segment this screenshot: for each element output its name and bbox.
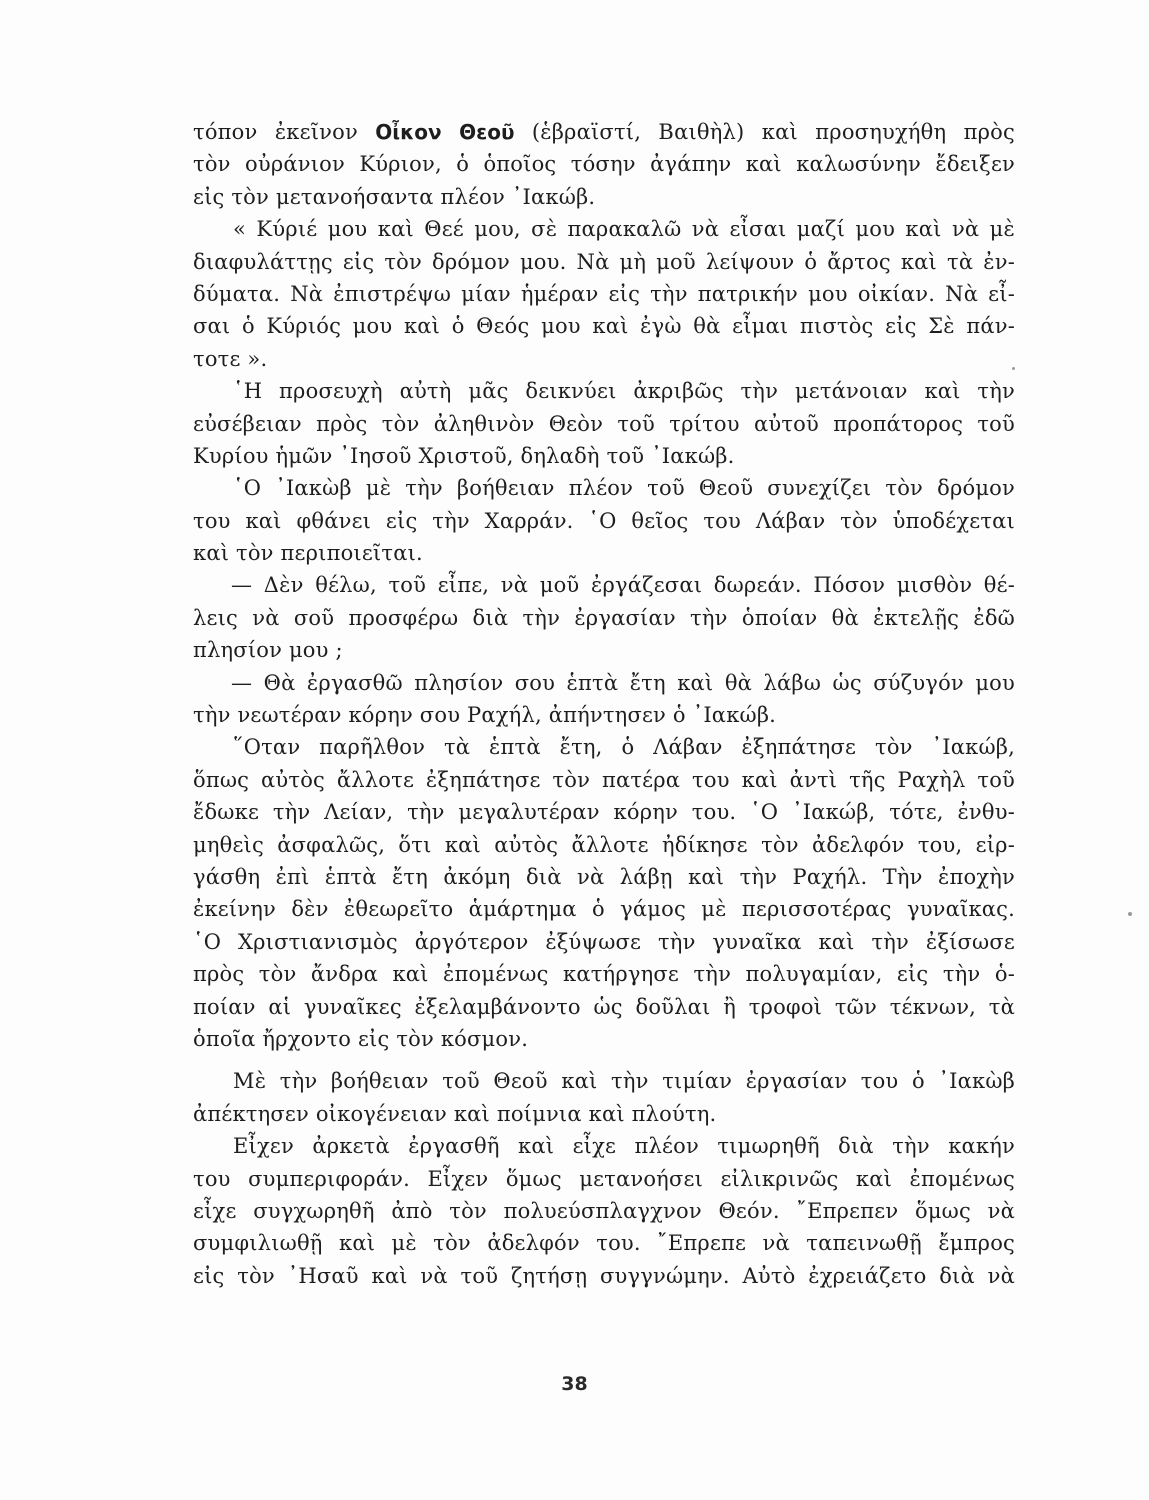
text-run: (ἑβραϊστί, Βαιθὴλ) καὶ προσηυχήθη πρὸς bbox=[514, 120, 1015, 144]
paragraph-gap bbox=[193, 1055, 1015, 1065]
text-line: ποίαν αἱ γυναῖκες ἐξελαμβάνοντο ὡς δοῦλαι ἢ τροφοὶ τῶν τέκνων, τὰ bbox=[193, 994, 1015, 1019]
text-line: Εἶχεν ἀρκετὰ ἐργασθῆ καὶ εἶχε πλέον τιμωρηθῆ διὰ τὴν κακήν bbox=[233, 1134, 1015, 1159]
page-number: 38 bbox=[561, 1373, 588, 1395]
text-line bbox=[193, 116, 1015, 148]
text-line: εἰς τὸν μετανοήσαντα πλέον ᾿Ιακώβ. bbox=[193, 184, 596, 209]
paper-speck bbox=[1012, 367, 1015, 370]
paper-speck bbox=[1128, 912, 1132, 916]
text-line: του συμπεριφοράν. Εἶχεν ὅμως μετανοήσει εἰλικρινῶς καὶ ἐπομένως bbox=[193, 1166, 1015, 1191]
dialogue-line: — Θὰ ἐργασθῶ πλησίον σου ἑπτὰ ἔτη καὶ θὰ λάβω ὡς σύζυγόν μου bbox=[231, 670, 1015, 695]
text-line: εἰς τὸν ᾿Ησαῦ καὶ νὰ τοῦ ζητήσῃ συγγνώμην. Αὐτὸ ἐχρειάζετο διὰ νὰ bbox=[193, 1263, 1015, 1288]
text-line: ὅπως αὐτὸς ἄλλοτε ἐξηπάτησε τὸν πατέρα του καὶ ἀντὶ τῆς Ραχὴλ τοῦ bbox=[193, 767, 1015, 792]
body-text bbox=[193, 116, 1015, 1292]
text-line: ἀπέκτησεν οἰκογένειαν καὶ ποίμνια καὶ πλούτη. bbox=[193, 1101, 717, 1126]
text-line: πρὸς τὸν ἄνδρα καὶ ἐπομένως κατήργησε τὴν πολυγαμίαν, εἰς τὴν ὁ- bbox=[193, 962, 1015, 987]
text-run: τόπον ἐκεῖνον bbox=[193, 120, 376, 144]
text-line: καὶ τὸν περιποιεῖται. bbox=[193, 541, 423, 566]
dialogue-line: τὴν νεωτέραν κόρην σου Ραχήλ, ἀπήντησεν ὁ ᾿Ιακώβ. bbox=[193, 703, 777, 728]
text-line: εἶχε συγχωρηθῆ ἀπὸ τὸν πολυεύσπλαγχνον Θεόν. ῎Επρεπεν ὅμως νὰ bbox=[193, 1198, 1015, 1223]
prayer-line: « Κύριέ μου καὶ Θεέ μου, σὲ παρακαλῶ νὰ εἶσαι μαζί μου καὶ νὰ μὲ bbox=[233, 217, 1015, 242]
prayer-line: σαι ὁ Κύριός μου καὶ ὁ Θεός μου καὶ ἐγὼ θὰ εἶμαι πιστὸς εἰς Σὲ πάν- bbox=[193, 314, 1015, 339]
text-line: συμφιλιωθῇ καὶ μὲ τὸν ἀδελφόν του. ῎Επρεπε νὰ ταπεινωθῇ ἔμπρος bbox=[193, 1231, 1015, 1256]
text-line: εὐσέβειαν πρὸς τὸν ἀληθινὸν Θεὸν τοῦ τρίτου αὐτοῦ προπάτορος τοῦ bbox=[193, 411, 1015, 436]
prayer-line: διαφυλάττῃς εἰς τὸν δρόμον μου. Νὰ μὴ μοῦ λείψουν ὁ ἄρτος καὶ τὰ ἐν- bbox=[193, 249, 1015, 274]
text-line: Μὲ τὴν βοήθειαν τοῦ Θεοῦ καὶ τὴν τιμίαν ἐργασίαν του ὁ ᾿Ιακὼβ bbox=[233, 1069, 1015, 1094]
text-line: ῾Ο ᾿Ιακὼβ μὲ τὴν βοήθειαν πλέον τοῦ Θεοῦ συνεχίζει τὸν δρόμον bbox=[233, 476, 1015, 501]
prayer-line: δύματα. Νὰ ἐπιστρέψω μίαν ἡμέραν εἰς τὴν πατρικήν μου οἰκίαν. Νὰ εἶ- bbox=[193, 281, 1015, 306]
text-line: γάσθη ἐπὶ ἑπτὰ ἔτη ἀκόμη διὰ νὰ λάβῃ καὶ τὴν Ραχήλ. Τὴν ἐποχὴν bbox=[193, 864, 1015, 889]
text-line: ἔδωκε τὴν Λείαν, τὴν μεγαλυτέραν κόρην του. ῾Ο ᾿Ιακώβ, τότε, ἐνθυ- bbox=[193, 800, 1015, 825]
text-line: τὸν οὐράνιον Κύριον, ὁ ὁποῖος τόσην ἀγάπην καὶ καλωσύνην ἔδειξεν bbox=[193, 152, 1015, 177]
text-line: ἐκείνην δὲν ἐθεωρεῖτο ἁμάρτημα ὁ γάμος μὲ περισσοτέρας γυναῖκας. bbox=[193, 897, 1015, 922]
text-line: ῾Η προσευχὴ αὐτὴ μᾶς δεικνύει ἀκριβῶς τὴν μετάνοιαν καὶ τὴν bbox=[233, 379, 1015, 404]
bold-term: Οἶκον Θεοῦ bbox=[375, 120, 515, 144]
text-line: του καὶ φθάνει εἰς τὴν Χαρράν. ῾Ο θεῖος του Λάβαν τὸν ὑποδέχεται bbox=[193, 508, 1015, 533]
text-line: ὁποῖα ἤρχοντο εἰς τὸν κόσμον. bbox=[193, 1026, 529, 1051]
dialogue-line: — Δὲν θέλω, τοῦ εἶπε, νὰ μοῦ ἐργάζεσαι δωρεάν. Πόσον μισθὸν θέ- bbox=[231, 573, 1015, 598]
dialogue-line: πλησίον μου ; bbox=[193, 638, 343, 663]
text-line: ῞Οταν παρῆλθον τὰ ἑπτὰ ἔτη, ὁ Λάβαν ἐξηπάτησε τὸν ᾿Ιακώβ, bbox=[233, 735, 1015, 760]
text-line: ῾Ο Χριστιανισμὸς ἀργότερον ἐξύψωσε τὴν γυναῖκα καὶ τὴν ἐξίσωσε bbox=[193, 929, 1015, 954]
text-line: Κυρίου ἡμῶν ᾿Ιησοῦ Χριστοῦ, δηλαδὴ τοῦ ᾿Ιακώβ. bbox=[193, 443, 735, 468]
text-line: μηθεὶς ἀσφαλῶς, ὅτι καὶ αὐτὸς ἄλλοτε ἠδίκησε τὸν ἀδελφόν του, εἰρ- bbox=[193, 832, 1015, 857]
prayer-line: τοτε ». bbox=[193, 346, 268, 371]
dialogue-line: λεις νὰ σοῦ προσφέρω διὰ τὴν ἐργασίαν τὴν ὁποίαν θὰ ἐκτελῇς ἐδῶ bbox=[193, 605, 1015, 630]
